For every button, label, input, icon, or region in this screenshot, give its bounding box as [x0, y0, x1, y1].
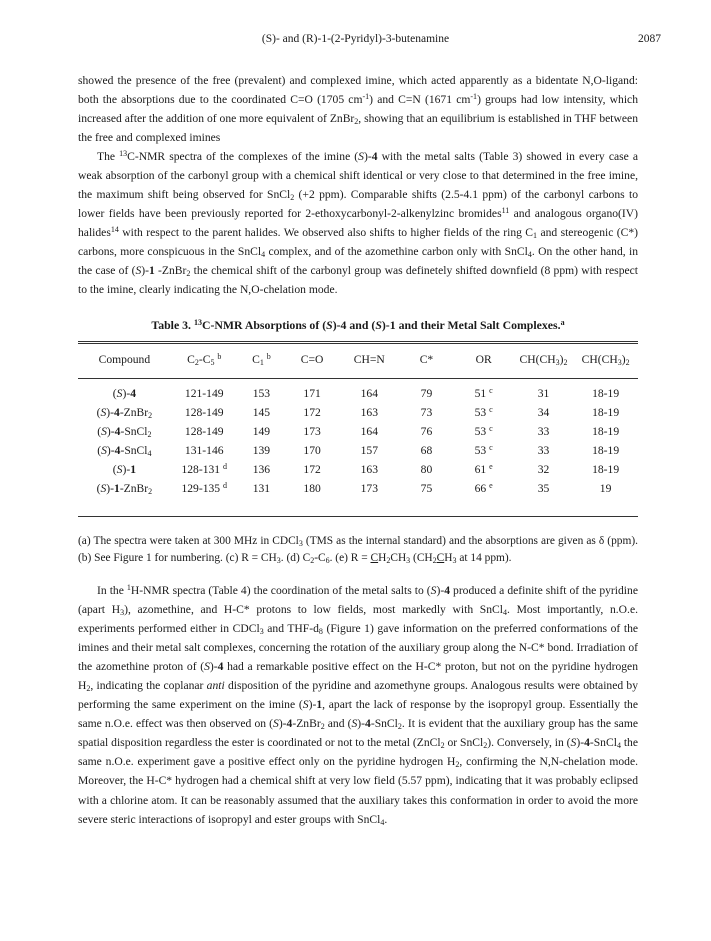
value-cell: 145 [252, 406, 271, 419]
value-cell: 33 [537, 425, 550, 438]
col-header: CH=N [353, 352, 385, 366]
value-cell: 18-19 [592, 463, 620, 476]
col-header: OR [475, 352, 492, 366]
value-cell: 164 [360, 387, 378, 400]
compound-cell: (S)-1 [112, 463, 136, 476]
table-row [78, 460, 638, 479]
value-cell: 75 [420, 482, 433, 495]
value-cell: 79 [420, 387, 433, 400]
value-cell: 136 [252, 463, 271, 476]
value-cell: 171 [303, 387, 321, 400]
value-cell: 172 [303, 406, 321, 419]
table-row [78, 380, 638, 403]
col-header: $CH(CH_3)_2$ [581, 352, 630, 367]
col-header: Compound [98, 352, 151, 366]
value-cell: 18-19 [592, 406, 620, 419]
value-cell: 173 [360, 482, 378, 495]
value-cell: 76 [420, 425, 433, 438]
value-cell: 128-149 [184, 406, 224, 419]
running-title: (S)- and (R)-1-(2-Pyridyl)-3-butenamine [261, 33, 450, 45]
table-row [78, 422, 638, 441]
col-header: C* [419, 352, 434, 366]
value-cell: 157 [360, 444, 378, 457]
value-cell: 34 [537, 406, 550, 419]
value-cell: 80 [420, 463, 433, 476]
value-cell: 53 $^c$ [474, 405, 493, 419]
col-header: $C_2-C_5$ $^b$ [187, 351, 222, 367]
col-header: $CH(CH_3)_2$ [519, 352, 568, 367]
page-number: 2087 [638, 33, 661, 45]
value-cell: 139 [252, 444, 271, 457]
paragraph-2: The $^{13}$C-NMR spectra of the complexes of the imine (S)-4 with the metal salts (Table 3) showed in every case a weak absorption of the carbonyl group with a chemical shift identical or very close to that determined in the free imine, the maximum shift being observed for SnCl$_2$ (+2 ppm). Comparable shifts (2.5-4.1 ppm) of the carbonyl carbons to lower fields have been previously reported for 2-ethoxycarbonyl-2-alkenylzinc bromides$^{11}$ and analogous organo(IV) halides$^{14}$ with respect to the parent halides. We observed also shifts to higher fields of the ring $C_1$ and stereogenic (C*) carbons, more conspicuous in the SnCl$_4$ complex, and of the azomethine carbon only with SnCl$_4$. On the other hand, in the case of (S)-1 -ZnBr$_2$ the chemical shift of the carbonyl group was definetely shifted downfield (8 ppm) with respect to the imine, clearly indicating the N,O-chelation mode. [78, 149, 639, 297]
value-cell: 32 [537, 463, 550, 476]
value-cell: 180 [303, 482, 321, 495]
value-cell: 128-149 [184, 425, 224, 438]
table-caption: Table 3. $^{13}$C-NMR Absorptions of (S)-4 and (S)-1 and their Metal Salt Complexes.$^a$ [151, 318, 565, 332]
compound-cell: (S)-4-ZnBr$_2$ [96, 406, 153, 420]
paragraph-3: In the $^1$H-NMR spectra (Table 4) the coordination of the metal salts to (S)-4 produced a definite shift of the pyridine (apart $H_3$), azomethine, and H-C* protons to low fields, most markedly with SnCl$_4$. Most importantly, n.O.e. experiments performed either in CDCl$_3$ and THF-$d_8$ (Figure 1) gave information on the preferred conformations of the imines and their metal salt complexes, concerning the rotation of the auxiliary group along the N-C* bond. Irradiation of the azomethine proton of (S)-4 had a remarkable positive effect on the H-C* proton, but not on the pyridine hydrogen $H_2$, indicating the coplanar anti disposition of the pyridine and azomethyne groups. Analogous results were obtained by performing the same experiment on the imine (S)-1, apart the lack of response by the isopropyl group. Essentially the same n.O.e. effect was then observed on (S)-4-ZnBr$_2$ and (S)-4-SnCl$_2$. It is evident that the auxiliary group has the same spatial disposition regardless the ester is coordinated or not to the metal (ZnCl$_2$ or SnCl$_2$). Conversely, in (S)-4-SnCl$_4$ the same n.O.e. experiment gave a positive effect only on the pyridine hydrogen $H_2$, confirming the N,N-chelation mode. Moreover, the H-C* hydrogen had a chemical shift at very low field (5.57 ppm), indicating that it was probably eclipsed with a chlorine atom. It can be reasonably assumed that the auxiliary takes this conformation in order to avoid the more severe steric interactions of isopropyl and ester groups with SnCl$_4$. [78, 583, 639, 827]
value-cell: 172 [303, 463, 321, 476]
value-cell: 73 [420, 406, 433, 419]
paragraph-1: showed the presence of the free (prevalent) and complexed imine, which acted apparently as a bidentate N,O-ligand: both the absorptions due to the coordinated C=O (1705 $cm^{-1}$) and C=N (1671 $cm^{-1}$) groups had low intensity, which increased after the addition of one more equivalent of ZnBr$_2$, showing that an equilibrium is established in THF between the free and complexed imines [78, 74, 638, 145]
value-cell: 149 [252, 425, 271, 438]
table-row [78, 403, 638, 422]
compound-cell: (S)-4-SnCl$_2$ [97, 425, 152, 439]
value-cell: 163 [360, 463, 378, 476]
page-header [0, 33, 711, 49]
compound-cell: (S)-4 [112, 387, 136, 400]
table-header-row [78, 350, 638, 380]
value-cell: 51 $^c$ [474, 386, 493, 400]
value-cell: 131-146 [184, 444, 224, 457]
value-cell: 18-19 [592, 425, 620, 438]
value-cell: 35 [537, 482, 550, 495]
compound-cell: (S)-1-ZnBr$_2$ [96, 482, 153, 496]
table-footnote: (a) The spectra were taken at 300 MHz in CDCl$_3$ (TMS as the internal standard) and the absorptions are given as δ (ppm). (b) See Figure 1 for numbering. (c) $R = CH_3$. (d) $C_2-C_6$. (e) $R = CH_2CH_3$ ($CH_2CH_3$ at 14 ppm). [78, 535, 638, 565]
value-cell: 18-19 [592, 444, 620, 457]
value-cell: 128-131 $^d$ [181, 462, 227, 476]
value-cell: 66 $^e$ [474, 481, 493, 495]
value-cell: 53 $^c$ [474, 424, 493, 438]
value-cell: 31 [537, 387, 550, 400]
value-cell: 173 [303, 425, 321, 438]
value-cell: 33 [537, 444, 550, 457]
value-cell: 61 $^e$ [474, 462, 493, 476]
value-cell: 131 [252, 482, 271, 495]
value-cell: 19 [599, 482, 612, 495]
col-header: C=O [300, 352, 324, 366]
value-cell: 68 [420, 444, 433, 457]
table-bottom-rule [78, 516, 638, 517]
value-cell: 121-149 [184, 387, 224, 400]
table-top-rule [78, 341, 638, 344]
value-cell: 153 [252, 387, 271, 400]
value-cell: 18-19 [592, 387, 620, 400]
value-cell: 163 [360, 406, 378, 419]
col-header: $C_1$ $^b$ [252, 351, 271, 367]
value-cell: 170 [303, 444, 321, 457]
value-cell: 164 [360, 425, 378, 438]
table-row [78, 441, 638, 460]
compound-cell: (S)-4-SnCl$_4$ [97, 444, 152, 458]
table-row [78, 479, 638, 498]
nmr-table [78, 350, 638, 498]
value-cell: 53 $^c$ [474, 443, 493, 457]
value-cell: 129-135 $^d$ [181, 481, 227, 495]
